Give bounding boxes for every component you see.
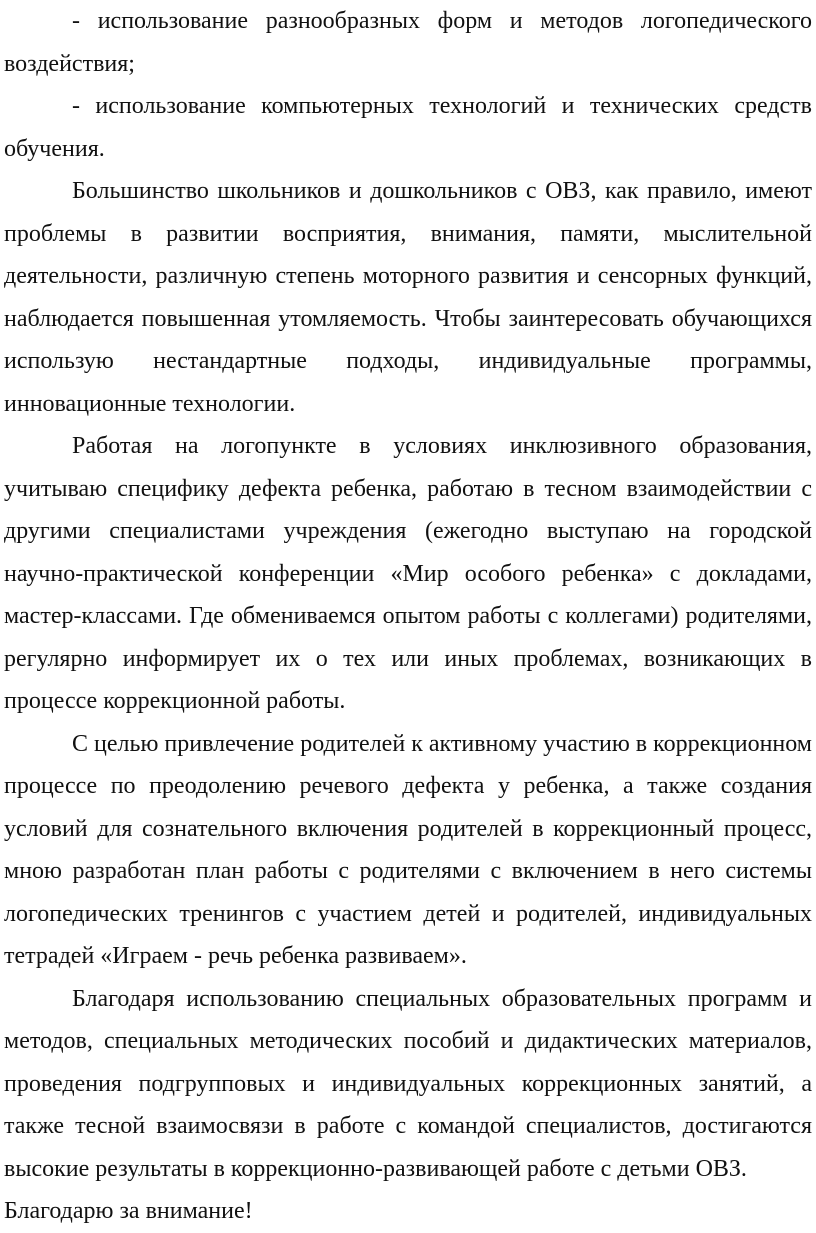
list-item-methods: - использование разнообразных форм и методов логопедического воздействия; [4,8,812,77]
paragraph-students-problems: Большинство школьников и дошкольников с ОВЗ, как правило, имеют проблемы в развитии восприятия, внимания, памяти, мыслительной деятельности, различную степень моторного развития и сенсорных функций, наблюдается повышенная утомляемость. Чтобы заинтересовать обучающихся использую нестандартные подходы, индивидуальные программы, инновационные технологии. [4,178,812,417]
paragraph-results: Благодаря использованию специальных образовательных программ и методов, специальных методических пособий и дидактических материалов, проведения подгрупповых и индивидуальных коррекционных занятий, а также тесной взаимосвязи в работе с командой специалистов, достигаются высокие результаты в коррекционно-развивающей работе с детьми ОВЗ. [4,985,812,1182]
list-item-technologies: - использование компьютерных технологий и технических средств обучения. [4,93,812,162]
paragraph-inclusive-work: Работая на логопункте в условиях инклюзивного образования, учитываю специфику дефекта ребенка, работаю в тесном взаимодействии с другими специалистами учреждения (ежегодно выступаю на городской научно-практической конференции «Мир особого ребенка» с докладами, мастер-классами. Где обмениваемся опытом работы с коллегами) родителями, регулярно информирует их о тех или иных проблемах, возникающих в процессе коррекционной работы. [4,433,812,714]
paragraph-parents-involvement: С целью привлечение родителей к активному участию в коррекционном процессе по преодолению речевого дефекта у ребенка, а также создания условий для сознательного включения родителей в коррекционный процесс, мною разработан план работы с родителями с включением в него системы логопедических тренингов с участием детей и родителей, индивидуальных тетрадей «Играем - речь ребенка развиваем». [4,730,812,969]
closing-line: Благодарю за внимание! [4,1198,253,1224]
document-page [4,0,812,1233]
